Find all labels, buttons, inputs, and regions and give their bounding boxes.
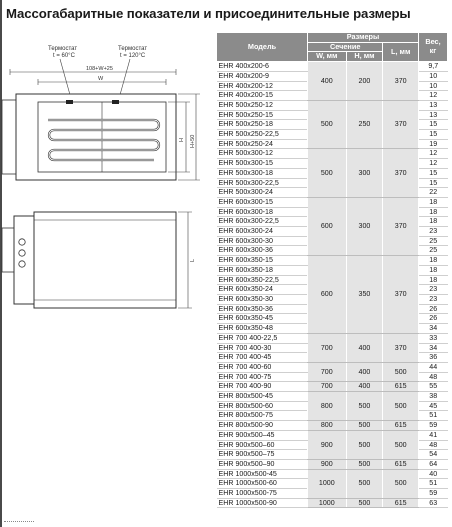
weight-cell: 10 xyxy=(419,71,448,81)
model-cell: EHR 500x300-12 xyxy=(217,149,308,159)
l-cell: 500 xyxy=(383,392,419,421)
weight-cell: 18 xyxy=(419,275,448,285)
model-cell: EHR 500x300-15 xyxy=(217,159,308,169)
model-cell: EHR 800x500-60 xyxy=(217,401,308,411)
weight-cell: 23 xyxy=(419,294,448,304)
table-row xyxy=(217,100,448,110)
l-cell: 615 xyxy=(383,382,419,392)
model-cell: EHR 1000x500-45 xyxy=(217,469,308,479)
weight-cell: 26 xyxy=(419,314,448,324)
model-cell: EHR 600x300-18 xyxy=(217,207,308,217)
table-row xyxy=(217,149,448,159)
h-cell: 500 xyxy=(346,392,383,421)
weight-cell: 44 xyxy=(419,362,448,372)
h-cell: 400 xyxy=(346,333,383,362)
table-row xyxy=(217,498,448,508)
model-cell: EHR 600x350-24 xyxy=(217,285,308,295)
l-cell: 615 xyxy=(383,459,419,469)
table-row xyxy=(217,469,448,479)
w-cell: 400 xyxy=(308,62,347,101)
model-cell: EHR 400x200-12 xyxy=(217,81,308,91)
model-cell: EHR 700 400-60 xyxy=(217,362,308,372)
h-cell: 350 xyxy=(346,256,383,334)
table-row xyxy=(217,459,448,469)
col-weight: Вес, кг xyxy=(419,33,448,62)
l-cell: 615 xyxy=(383,421,419,431)
weight-cell: 40 xyxy=(419,469,448,479)
table-row xyxy=(217,333,448,343)
dim-w-label: W xyxy=(98,76,104,82)
weight-cell: 12 xyxy=(419,149,448,159)
w-cell: 1000 xyxy=(308,469,347,498)
l-cell: 500 xyxy=(383,469,419,498)
table-row xyxy=(217,392,448,402)
weight-cell: 38 xyxy=(419,392,448,402)
weight-cell: 41 xyxy=(419,430,448,440)
weight-cell: 23 xyxy=(419,285,448,295)
w-cell: 700 xyxy=(308,333,347,362)
weight-cell: 25 xyxy=(419,246,448,256)
model-cell: EHR 500x300-22,5 xyxy=(217,178,308,188)
col-l: L, мм xyxy=(383,42,419,61)
model-cell: EHR 500x250-15 xyxy=(217,110,308,120)
model-cell: EHR 900x500–90 xyxy=(217,459,308,469)
weight-cell: 13 xyxy=(419,110,448,120)
table-row xyxy=(217,62,448,72)
weight-cell: 18 xyxy=(419,197,448,207)
weight-cell: 25 xyxy=(419,236,448,246)
l-cell: 370 xyxy=(383,62,419,101)
thermostat1-label: Термостат xyxy=(48,46,78,52)
weight-cell: 15 xyxy=(419,120,448,130)
weight-cell: 15 xyxy=(419,168,448,178)
weight-cell: 13 xyxy=(419,100,448,110)
model-cell: EHR 1000x500-60 xyxy=(217,479,308,489)
weight-cell: 15 xyxy=(419,178,448,188)
weight-cell: 10 xyxy=(419,81,448,91)
weight-cell: 54 xyxy=(419,450,448,460)
weight-cell: 22 xyxy=(419,188,448,198)
l-cell: 500 xyxy=(383,430,419,459)
model-cell: EHR 900x500–75 xyxy=(217,450,308,460)
model-cell: EHR 900x500–45 xyxy=(217,430,308,440)
model-cell: EHR 500x250-18 xyxy=(217,120,308,130)
weight-cell: 64 xyxy=(419,459,448,469)
model-cell: EHR 600x350-36 xyxy=(217,304,308,314)
heater-drawing xyxy=(0,34,212,324)
model-cell: EHR 800x500-75 xyxy=(217,411,308,421)
dim-l-label: L xyxy=(190,258,196,262)
model-cell: EHR 800x500-45 xyxy=(217,392,308,402)
w-cell: 900 xyxy=(308,459,347,469)
h-cell: 500 xyxy=(346,469,383,498)
model-cell: EHR 600x300-30 xyxy=(217,236,308,246)
weight-cell: 48 xyxy=(419,372,448,382)
table-row xyxy=(217,197,448,207)
weight-cell: 55 xyxy=(419,382,448,392)
model-cell: EHR 700 400-75 xyxy=(217,372,308,382)
w-cell: 600 xyxy=(308,197,347,255)
col-w: W, мм xyxy=(308,52,347,62)
thermostat2-temp: t = 120°C xyxy=(120,53,146,59)
model-cell: EHR 500x250-12 xyxy=(217,100,308,110)
h-cell: 500 xyxy=(346,459,383,469)
col-model: Модель xyxy=(217,33,308,62)
weight-cell: 34 xyxy=(419,343,448,353)
model-cell: EHR 600x300-22,5 xyxy=(217,217,308,227)
weight-cell: 18 xyxy=(419,207,448,217)
spec-table xyxy=(216,32,448,508)
page-title: Массогабаритные показатели и присоединительные размеры xyxy=(6,6,411,21)
l-cell: 615 xyxy=(383,498,419,508)
w-cell: 700 xyxy=(308,382,347,392)
weight-cell: 18 xyxy=(419,265,448,275)
thermostat2-label: Термостат xyxy=(118,46,148,52)
weight-cell: 51 xyxy=(419,411,448,421)
model-cell: EHR 600x350-48 xyxy=(217,324,308,334)
weight-cell: 59 xyxy=(419,421,448,431)
h-cell: 500 xyxy=(346,421,383,431)
model-cell: EHR 600x300-24 xyxy=(217,227,308,237)
w-cell: 500 xyxy=(308,149,347,198)
table-row xyxy=(217,382,448,392)
weight-cell: 18 xyxy=(419,217,448,227)
weight-cell: 33 xyxy=(419,333,448,343)
model-cell: EHR 400x200-15 xyxy=(217,91,308,101)
dim-h-label: H xyxy=(179,138,185,142)
model-cell: EHR 400x200-9 xyxy=(217,71,308,81)
weight-cell: 23 xyxy=(419,227,448,237)
w-cell: 800 xyxy=(308,421,347,431)
l-cell: 370 xyxy=(383,100,419,149)
weight-cell: 34 xyxy=(419,324,448,334)
model-cell: EHR 400x200-6 xyxy=(217,62,308,72)
h-cell: 500 xyxy=(346,498,383,508)
model-cell: EHR 600x350-30 xyxy=(217,294,308,304)
dim-total-label: 108+W+25 xyxy=(86,66,113,72)
model-cell: EHR 500x250-22,5 xyxy=(217,130,308,140)
weight-cell: 12 xyxy=(419,91,448,101)
weight-cell: 59 xyxy=(419,489,448,499)
h-cell: 500 xyxy=(346,430,383,459)
weight-cell: 12 xyxy=(419,159,448,169)
weight-cell: 26 xyxy=(419,304,448,314)
l-cell: 370 xyxy=(383,333,419,362)
model-cell: EHR 800x500-90 xyxy=(217,421,308,431)
footer-divider xyxy=(4,521,34,526)
model-cell: EHR 700 400-30 xyxy=(217,343,308,353)
w-cell: 900 xyxy=(308,430,347,459)
model-cell: EHR 500x300-24 xyxy=(217,188,308,198)
h-cell: 300 xyxy=(346,197,383,255)
l-cell: 370 xyxy=(383,149,419,198)
header-section: Сечение xyxy=(308,42,383,52)
model-cell: EHR 1000x500-75 xyxy=(217,489,308,499)
h-cell: 400 xyxy=(346,362,383,381)
model-cell: EHR 600x350-15 xyxy=(217,256,308,266)
table-row xyxy=(217,256,448,266)
weight-cell: 15 xyxy=(419,130,448,140)
dim-h50-label: H+50 xyxy=(190,134,196,148)
w-cell: 1000 xyxy=(308,498,347,508)
weight-cell: 48 xyxy=(419,440,448,450)
h-cell: 300 xyxy=(346,149,383,198)
model-cell: EHR 500x300-18 xyxy=(217,168,308,178)
weight-cell: 9,7 xyxy=(419,62,448,72)
weight-cell: 51 xyxy=(419,479,448,489)
model-cell: EHR 600x350-22,5 xyxy=(217,275,308,285)
w-cell: 700 xyxy=(308,362,347,381)
model-cell: EHR 500x250-24 xyxy=(217,139,308,149)
weight-cell: 63 xyxy=(419,498,448,508)
weight-cell: 18 xyxy=(419,256,448,266)
h-cell: 400 xyxy=(346,382,383,392)
model-cell: EHR 900x500–60 xyxy=(217,440,308,450)
l-cell: 500 xyxy=(383,362,419,381)
model-cell: EHR 700 400-90 xyxy=(217,382,308,392)
h-cell: 250 xyxy=(346,100,383,149)
col-h: H, мм xyxy=(346,52,383,62)
w-cell: 500 xyxy=(308,100,347,149)
spec-table-body xyxy=(217,62,448,508)
w-cell: 600 xyxy=(308,256,347,334)
table-row xyxy=(217,362,448,372)
l-cell: 370 xyxy=(383,256,419,334)
model-cell: EHR 600x350-18 xyxy=(217,265,308,275)
header-dimensions: Размеры xyxy=(308,33,419,43)
model-cell: EHR 600x300-15 xyxy=(217,197,308,207)
h-cell: 200 xyxy=(346,62,383,101)
weight-cell: 19 xyxy=(419,139,448,149)
model-cell: EHR 600x300-36 xyxy=(217,246,308,256)
model-cell: EHR 700 400-22,5 xyxy=(217,333,308,343)
table-row xyxy=(217,421,448,431)
table-row xyxy=(217,430,448,440)
l-cell: 370 xyxy=(383,197,419,255)
model-cell: EHR 700 400-45 xyxy=(217,353,308,363)
weight-cell: 36 xyxy=(419,353,448,363)
thermostat1-temp: t = 60°C xyxy=(53,53,75,59)
model-cell: EHR 1000x500-90 xyxy=(217,498,308,508)
model-cell: EHR 600x350-45 xyxy=(217,314,308,324)
weight-cell: 45 xyxy=(419,401,448,411)
w-cell: 800 xyxy=(308,392,347,421)
